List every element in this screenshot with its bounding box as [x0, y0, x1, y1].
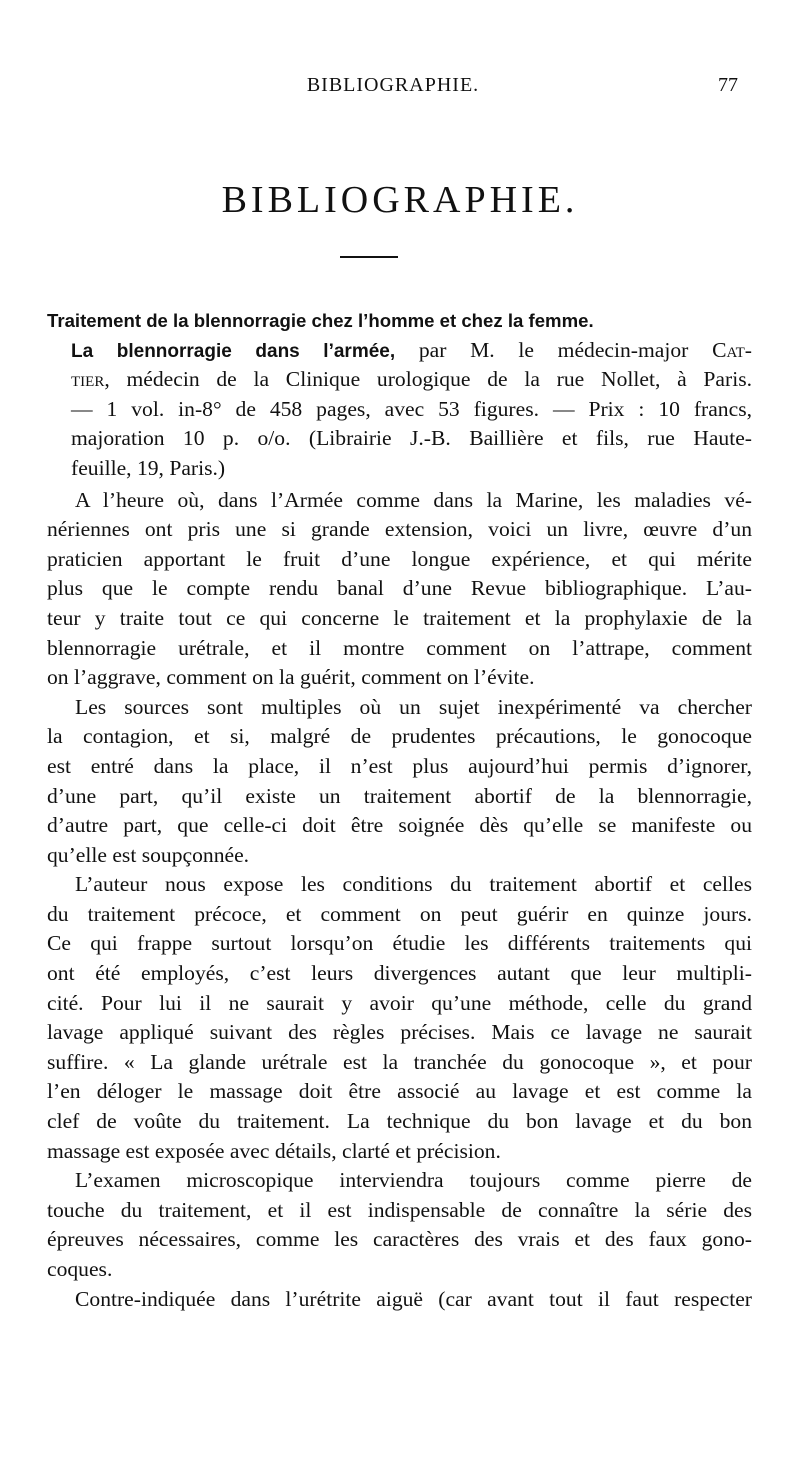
text-line: plus que le compte rendu banal d’une Revue bibliographique. L’au- — [47, 576, 752, 601]
text-line: lavage appliqué suivant des règles précises. Mais ce lavage ne saurait — [47, 1020, 752, 1045]
reference-author-cont: tier — [71, 367, 105, 392]
reference-line — [47, 365, 752, 395]
text-line: Les sources sont multiples où un sujet inexpérimenté va chercher — [75, 694, 752, 719]
text-line: L’examen microscopique interviendra toujours comme pierre de — [75, 1168, 752, 1193]
text-line: Ce qui frappe surtout lorsqu’on étudie les différents traitements qui — [47, 931, 752, 956]
reference-line: majoration 10 p. o/o. (Librairie J.-B. Baillière et fils, rue Haute- — [71, 426, 752, 451]
text-line: cité. Pour lui il ne saurait y avoir qu’une méthode, celle du grand — [47, 990, 752, 1015]
reference-author: Cat- — [712, 337, 752, 362]
running-title: BIBLIOGRAPHIE. — [306, 74, 480, 96]
reference-line: Traitement de la blennorragie chez l’homme et chez la femme. — [47, 310, 594, 331]
body-text — [47, 306, 752, 1314]
text-line: est entré dans la place, il n’est plus aujourd’hui permis d’ignorer, — [47, 753, 752, 778]
reference-text: , médecin de la Clinique urologique de la rue Nollet, à Paris. — [104, 367, 752, 392]
text-line: la contagion, et si, malgré de prudentes précautions, le gonocoque — [47, 724, 752, 749]
text-line: ont été employés, c’est leurs divergences autant que leur multipli- — [47, 961, 752, 986]
reference-line: feuille, 19, Paris.) — [71, 455, 226, 480]
text-line: Contre-indiquée dans l’urétrite aiguë (car avant tout il faut respecter — [75, 1286, 752, 1311]
section-title: BIBLIOGRAPHIE. — [221, 179, 579, 221]
reference-line — [47, 336, 752, 366]
page-number: 77 — [718, 74, 738, 96]
text-line: blennorragie urétrale, et il montre comment on l’attrape, comment — [47, 635, 752, 660]
text-line: d’une part, qu’il existe un traitement abortif de la blennorragie, — [47, 783, 752, 808]
text-line: praticien apportant le fruit d’une longue expérience, et qui mérite — [47, 546, 752, 571]
paragraph — [47, 486, 752, 693]
running-head — [48, 68, 738, 104]
text-line: suffire. « La glande urétrale est la tranchée du gonocoque », et pour — [47, 1049, 752, 1074]
reference-text: par M. le médecin-major — [395, 337, 713, 362]
paragraph — [47, 870, 752, 1166]
text-line: L’auteur nous expose les conditions du traitement abortif et celles — [75, 872, 752, 897]
text-line: d’autre part, que celle-ci doit être soignée dès qu’elle se manifeste ou — [47, 813, 752, 838]
paragraph — [47, 1285, 752, 1315]
text-line: nériennes ont pris une si grande extension, voici un livre, œuvre d’un — [47, 517, 752, 542]
paragraph — [47, 693, 752, 871]
text-line: qu’elle est soupçonnée. — [47, 842, 250, 867]
text-line: on l’aggrave, comment on la guérit, comment on l’évite. — [47, 665, 535, 690]
text-line: l’en déloger le massage doit être associé au lavage et est comme la — [47, 1079, 752, 1104]
reference-line: — 1 vol. in-8° de 458 pages, avec 53 figures. — Prix : 10 francs, — [71, 396, 752, 421]
text-line: teur y traite tout ce qui concerne le traitement et la prophylaxie de la — [47, 605, 752, 630]
text-line: A l’heure où, dans l’Armée comme dans la Marine, les maladies vé- — [75, 487, 752, 512]
reference-entry — [47, 306, 752, 484]
text-line: clef de voûte du traitement. La technique du bon lavage et du bon — [47, 1109, 752, 1134]
paragraph — [47, 1166, 752, 1284]
text-line: épreuves nécessaires, comme les caractères des vrais et des faux gono- — [47, 1227, 752, 1252]
text-line: du traitement précoce, et comment on peut guérir en quinze jours. — [47, 901, 752, 926]
text-line: massage est exposée avec détails, clarté et précision. — [47, 1138, 501, 1163]
text-line: touche du traitement, et il est indispensable de connaître la série des — [47, 1197, 752, 1222]
text-line: coques. — [47, 1257, 113, 1281]
reference-subtitle: La blennorragie dans l’armée, — [71, 340, 396, 362]
title-rule — [340, 256, 398, 258]
